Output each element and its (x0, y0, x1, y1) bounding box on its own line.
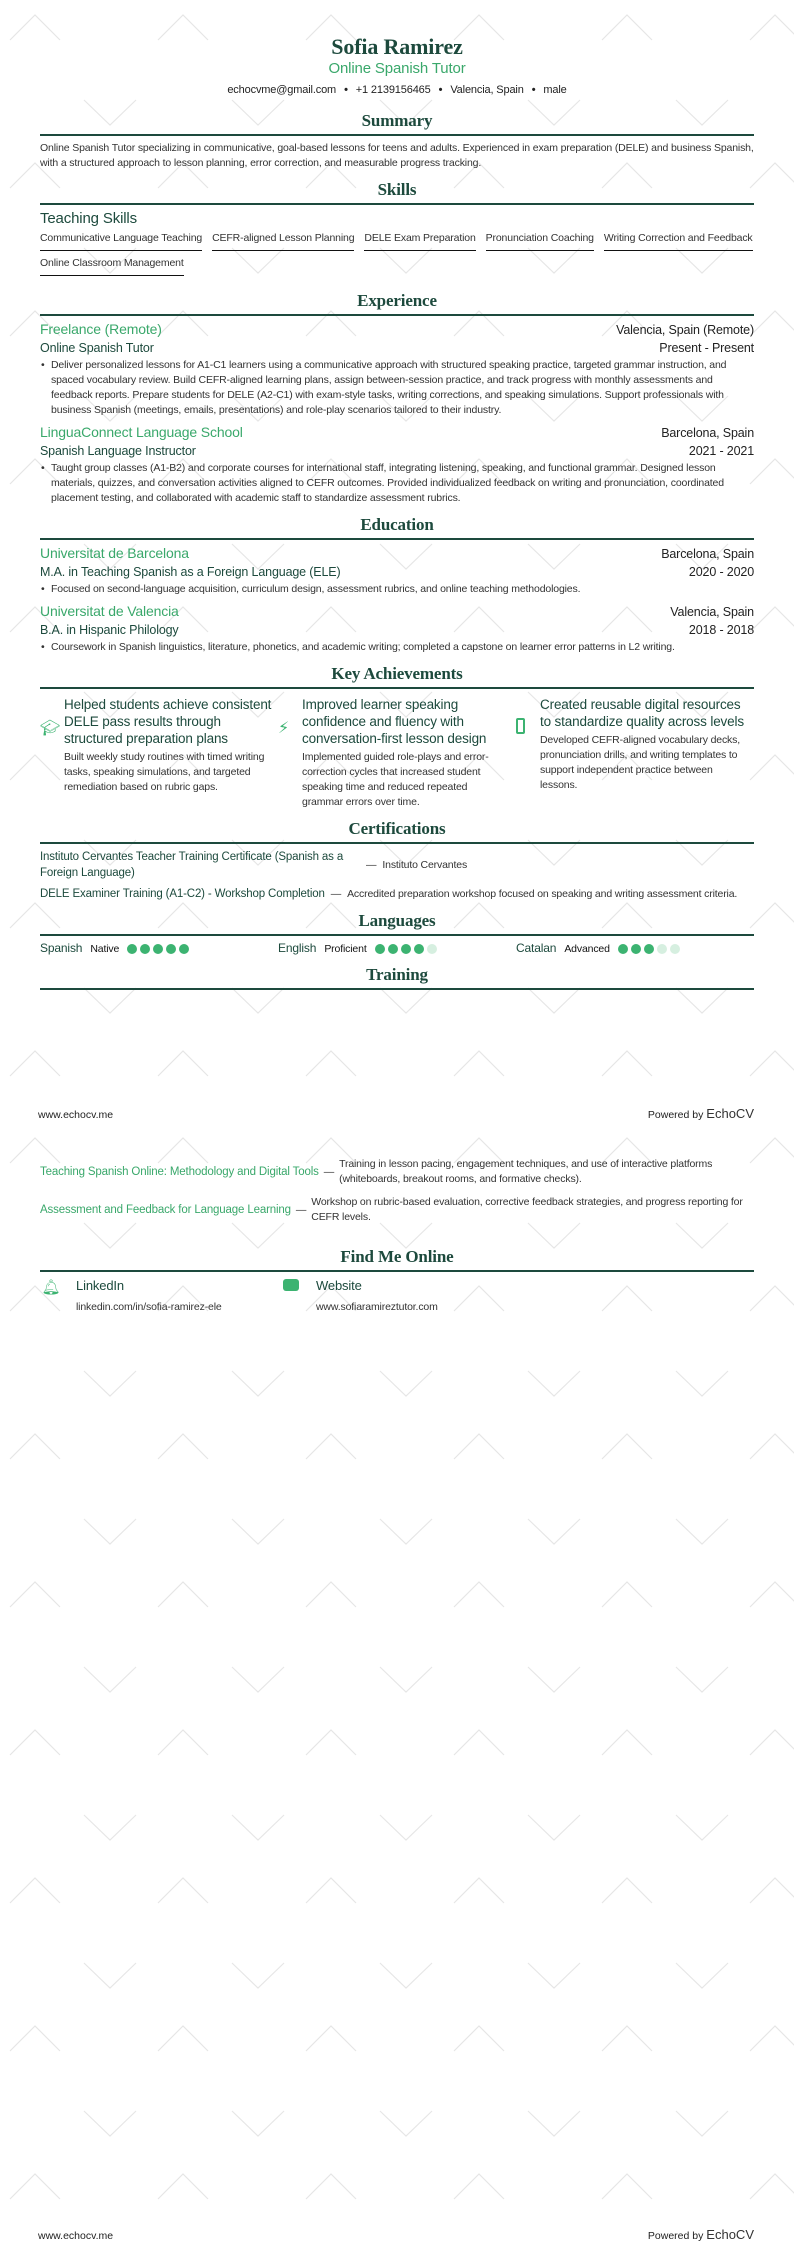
footer-site-link[interactable]: www.echocv.me (38, 1109, 114, 1121)
rating-dot (166, 944, 176, 954)
job-title: Online Spanish Tutor (40, 341, 154, 355)
section-heading: Skills (40, 180, 754, 205)
school-location: Valencia, Spain (670, 605, 754, 619)
rating-dot (401, 944, 411, 954)
training-item: Teaching Spanish Online: Methodology and Digital Tools — Training in lesson pacing, engagement techniques, and use of interactive platforms (whiteboards, breakout rooms, and formative checks). (40, 1157, 754, 1187)
experience-section (40, 291, 754, 506)
certification-name: Instituto Cervantes Teacher Training Certificate (Spanish as a Foreign Language) (40, 851, 344, 879)
rating-dot (179, 944, 189, 954)
summary-section (40, 111, 754, 171)
training-section (40, 965, 754, 990)
location: Valencia, Spain (450, 84, 524, 96)
training-desc: Training in lesson pacing, engagement techniques, and use of interactive platforms (whiteboards, breakout rooms, and formative checks). (339, 1158, 713, 1185)
section-heading: Training (40, 965, 754, 990)
training-desc: Workshop on rubric-based evaluation, corrective feedback strategies, and progress reporting for CEFR levels. (311, 1196, 743, 1223)
rating-dot (375, 944, 385, 954)
language-item (40, 941, 278, 956)
powered-by: Powered by EchoCV (647, 1106, 754, 1121)
skills-section (40, 180, 754, 282)
echocv-logo[interactable]: EchoCV (706, 2227, 754, 2242)
degree: M.A. in Teaching Spanish as a Foreign Language (ELE) (40, 565, 341, 579)
employer: LinguaConnect Language School (40, 424, 243, 440)
education-section (40, 515, 754, 655)
job-location: Barcelona, Spain (661, 426, 754, 440)
job-title: Spanish Language Instructor (40, 444, 196, 458)
page-footer (38, 2227, 754, 2242)
language-rating (375, 944, 437, 954)
website-icon (280, 1278, 302, 1314)
employer: Freelance (Remote) (40, 321, 162, 337)
resume-header (40, 34, 754, 97)
online-link-linkedin[interactable] (40, 1278, 280, 1314)
skill-tag: Pronunciation Coaching (486, 232, 594, 251)
section-heading: Find Me Online (40, 1247, 754, 1272)
section-heading: Certifications (40, 819, 754, 844)
phone[interactable]: +1 2139156465 (355, 84, 431, 96)
candidate-title: Online Spanish Tutor (328, 60, 466, 77)
skill-tag: Communicative Language Teaching (40, 232, 202, 251)
rating-dot (153, 944, 163, 954)
rating-dot (427, 944, 437, 954)
certification-desc: Accredited preparation workshop focused on speaking and writing assessment criteria. (347, 887, 738, 900)
certification-item: Instituto Cervantes Teacher Training Certificate (Spanish as a Foreign Language) — Instituto Cervantes (40, 851, 468, 879)
training-name: Assessment and Feedback for Language Learning (40, 1203, 291, 1216)
training-name: Teaching Spanish Online: Methodology and Digital Tools (40, 1165, 319, 1178)
achievement-desc: Developed CEFR-aligned vocabulary decks, pronunciation drills, and writing templates to support independent practice between lessons. (540, 734, 741, 791)
section-heading: Education (40, 515, 754, 540)
section-heading: Experience (40, 291, 754, 316)
experience-entry (40, 424, 754, 506)
school-location: Barcelona, Spain (661, 547, 754, 561)
section-heading: Key Achievements (40, 664, 754, 689)
link-label: LinkedIn (76, 1278, 124, 1293)
section-heading: Summary (40, 111, 754, 136)
language-name: Spanish (40, 941, 83, 955)
rating-dot (644, 944, 654, 954)
rating-dot (670, 944, 680, 954)
language-level: Native (90, 942, 120, 955)
skill-tag: DELE Exam Preparation (364, 232, 475, 251)
skill-group-title: Teaching Skills (40, 210, 137, 227)
link-url[interactable]: linkedin.com/in/sofia-ramirez-ele (76, 1301, 222, 1313)
contact-line: echocvme@gmail.com • +1 2139156465 • Valencia, Spain • male (227, 84, 567, 96)
achievement-title: Created reusable digital resources to standardize quality across levels (540, 697, 744, 729)
language-rating (618, 944, 680, 954)
language-item (516, 941, 754, 956)
achievement-title: Improved learner speaking confidence and fluency with conversation-first lesson design (302, 697, 487, 746)
resume-page-2 (0, 1123, 794, 2246)
language-name: English (278, 941, 317, 955)
powered-by: Powered by EchoCV (647, 2227, 754, 2242)
certification-name: DELE Examiner Training (A1-C2) - Workshop Completion (40, 888, 325, 900)
certification-issuer: Instituto Cervantes (382, 858, 468, 871)
job-location: Valencia, Spain (Remote) (616, 323, 754, 337)
education-entry (40, 603, 754, 655)
page-footer (38, 1106, 754, 1121)
graduation-cap-icon: 🎓︎ (40, 720, 61, 737)
rating-dot (140, 944, 150, 954)
rating-dot (388, 944, 398, 954)
link-url[interactable]: www.sofiaramireztutor.com (316, 1301, 438, 1313)
achievement-desc: Built weekly study routines with timed writing tasks, speaking simulations, and targeted remediation based on rubric gaps. (64, 751, 265, 793)
footer-site-link[interactable]: www.echocv.me (38, 2230, 114, 2242)
school: Universitat de Barcelona (40, 545, 189, 561)
school: Universitat de Valencia (40, 603, 179, 619)
achievement-item (40, 696, 278, 810)
achievement-item (516, 696, 754, 810)
training-list (40, 1157, 754, 1225)
page-1-content (40, 34, 754, 990)
rating-dot (631, 944, 641, 954)
gender: male (543, 84, 567, 96)
language-name: Catalan (516, 941, 557, 955)
online-section (40, 1247, 754, 1314)
training-item: Assessment and Feedback for Language Learning — Workshop on rubric-based evaluation, corrective feedback strategies, and progress reporting for CEFR levels. (40, 1195, 754, 1225)
edu-bullet: • Focused on second-language acquisition, curriculum design, assessment rubrics, and online teaching methodologies. (40, 582, 754, 597)
job-dates: Present - Present (659, 341, 754, 355)
skill-tags (40, 232, 754, 282)
certification-item: DELE Examiner Training (A1-C2) - Workshop Completion — Accredited preparation workshop focused on speaking and writing assessment criteria. (40, 887, 738, 900)
job-dates: 2021 - 2021 (688, 444, 754, 458)
echocv-logo[interactable]: EchoCV (706, 1106, 754, 1121)
link-label: Website (316, 1278, 362, 1293)
certifications-section (40, 819, 754, 902)
skill-tag: Online Classroom Management (40, 257, 184, 276)
mobile-icon (516, 696, 532, 810)
candidate-name: Sofia Ramirez (331, 34, 463, 59)
language-rating (127, 944, 189, 954)
language-level: Advanced (564, 942, 610, 955)
language-item (278, 941, 516, 956)
achievement-title: Helped students achieve consistent DELE pass results through structured preparation plans (64, 697, 272, 746)
language-level: Proficient (324, 942, 367, 955)
job-bullet: • Deliver personalized lessons for A1-C1 learners using a communicative approach with structured speaking practice, targeted grammar instruction, and spaced vocabulary review. Build CEFR-aligned learning plans, assign between-session practice, and track progress with monthly assessments and feedback reports. Prepare students for DELE (A2-C1) with exam-style tasks, writing corrections, and speaking simulations. Support professionals with business Spanish (meetings, emails, presentations) and role-play scenarios tailored to their industry. (40, 358, 754, 418)
experience-entry (40, 321, 754, 418)
edu-dates: 2020 - 2020 (688, 565, 754, 579)
achievement-desc: Implemented guided role-plays and error-correction cycles that increased student speaking time and reduced repeated grammar errors over time. (302, 751, 489, 808)
achievements-section (40, 664, 754, 810)
rating-dot (657, 944, 667, 954)
job-bullet: • Taught group classes (A1-B2) and corporate courses for international staff, integrating listening, speaking, and functional grammar. Designed lesson materials, quizzes, and conversation activities aligned to CEFR outcomes. Provided individualized feedback on writing and pronunciation, coordinated placement testing, and collaborated with academic staff to standardize assessment rubrics. (40, 461, 754, 506)
summary-text: Online Spanish Tutor specializing in communicative, goal-based lessons for teens and adults. Experienced in exam preparation (DELE) and business Spanish, with a structured approach to lesson planning, error correction, and measurable progress tracking. (40, 142, 754, 169)
rating-dot (127, 944, 137, 954)
education-entry (40, 545, 754, 597)
online-link-website[interactable] (280, 1278, 520, 1314)
edu-dates: 2018 - 2018 (688, 623, 754, 637)
lightning-icon: ⚡︎ (278, 720, 290, 737)
page-2-content (40, 1149, 754, 1314)
edu-bullet: • Coursework in Spanish linguistics, literature, phonetics, and academic writing; completed a capstone on learner error patterns in L2 writing. (40, 640, 754, 655)
achievement-item (278, 696, 516, 810)
skill-tag: Writing Correction and Feedback (604, 232, 753, 251)
skill-tag: CEFR-aligned Lesson Planning (212, 232, 354, 251)
rating-dot (618, 944, 628, 954)
section-heading: Languages (40, 911, 754, 936)
email[interactable]: echocvme@gmail.com (227, 84, 337, 96)
degree: B.A. in Hispanic Philology (40, 623, 179, 637)
rating-dot (414, 944, 424, 954)
linkedin-icon: 🔔︎ (41, 1279, 61, 1296)
languages-section (40, 911, 754, 956)
